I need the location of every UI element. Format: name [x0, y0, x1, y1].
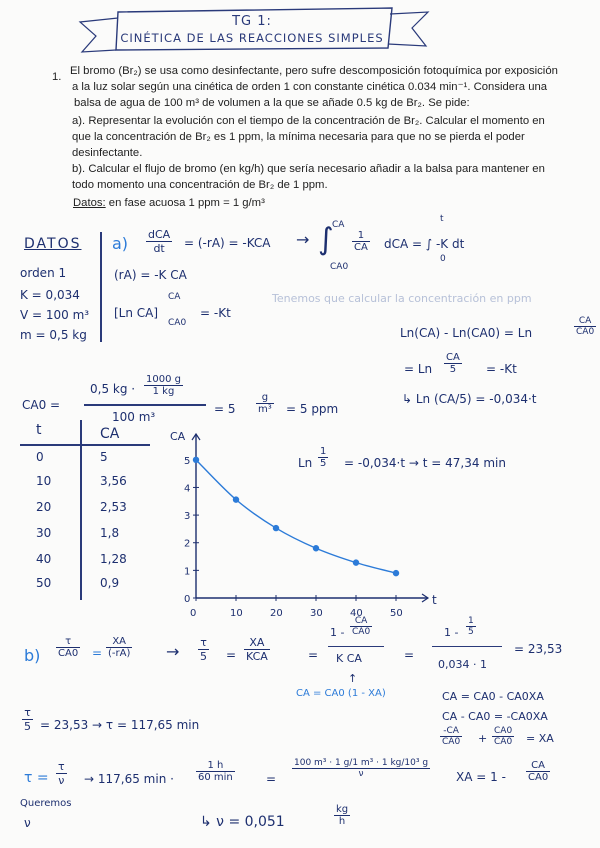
table-cell-t: 10 [36, 474, 52, 488]
eq3-fraction-bar [328, 646, 384, 647]
eq4-inner-den: 5 [468, 627, 474, 637]
int-frac-num: 1 [352, 230, 370, 242]
table-cell-ca: 0,9 [100, 576, 120, 590]
int-t-upper: t [440, 214, 444, 224]
ln-diff-den: CA0 [576, 327, 595, 337]
problem-line: b). Calcular el flujo de bromo (en kg/h) que sería necesario añadir a la balsa para mantener en [72, 163, 545, 175]
ca-conversion: CA = CA0 (1 - XA) [296, 688, 386, 699]
eq3-den: K CA [336, 652, 362, 665]
ca0-den: 100 m³ [112, 410, 156, 424]
flow-text: → 117,65 min · [84, 772, 174, 786]
eq4-num-pre: 1 - [444, 626, 459, 639]
flow-fraction [56, 760, 67, 787]
xa-den: CA0 [528, 772, 549, 783]
datos-label: Datos: [73, 197, 106, 209]
flow-big-den: ν [358, 769, 364, 779]
xa-num: CA [526, 760, 550, 772]
problem-number: 1. [52, 71, 62, 83]
eq2-right-fraction [244, 636, 270, 663]
solve-num: 1 [320, 446, 327, 457]
problem-line: que la concentración de Br₂ es 1 ppm, la mínima necesaria para que no se pierda el poder [72, 131, 525, 143]
ca0-unit-den: m³ [258, 404, 272, 415]
nu-note: ν [24, 816, 31, 830]
result-unit-fraction [334, 804, 350, 827]
xa-pre: XA = 1 - [456, 770, 506, 784]
y-tick-label: 2 [184, 538, 191, 550]
ca0-ppm: = 5 ppm [286, 402, 339, 416]
ca0-conv-den: 1 kg [152, 386, 175, 397]
int-frac-den: CA [354, 242, 368, 253]
rate-num: dCA [148, 228, 171, 241]
data-point [233, 496, 239, 502]
y-axis-label: CA [170, 430, 186, 443]
rate-eq: (rA) = -K CA [114, 268, 187, 282]
series-line [196, 460, 396, 573]
x-tick-label: 30 [310, 608, 323, 619]
table-cell-t: 40 [36, 552, 52, 566]
datos-item: K = 0,034 [20, 288, 80, 302]
y-tick-label: 4 [184, 483, 191, 495]
eq2-left-fraction [198, 636, 209, 663]
data-point [273, 525, 279, 531]
solve-rhs: = -0,034·t → t = 47,34 min [344, 456, 506, 470]
solve-fraction [318, 446, 328, 469]
table-header-ca: CA [100, 426, 120, 442]
eq1-den: CA0 [58, 648, 79, 659]
eq1-num: τ [56, 636, 80, 648]
y-tick-label: 3 [184, 511, 191, 523]
data-point [353, 559, 359, 565]
flow-eq: = [266, 772, 277, 786]
rate-rhs: = (-rA) = -KCA [184, 236, 271, 250]
xa-fraction [526, 760, 550, 783]
ca0-conv-num: 1000 g [146, 374, 181, 385]
int-t-lower: 0 [440, 254, 446, 264]
x-tick-label: 40 [350, 608, 363, 619]
conv-line-2: CA - CA0 = -CA0XA [442, 710, 548, 723]
x-tick-label: 10 [230, 608, 243, 619]
x-tick-label: 20 [270, 608, 283, 619]
eq2-eq-sign: = [226, 648, 237, 662]
eq1-left-fraction [56, 636, 80, 659]
eq3-inner-num: CA [350, 616, 372, 627]
ln-rhs: = -Kt [200, 306, 231, 320]
y-tick-label: 5 [184, 455, 191, 467]
up-arrow-icon: ↑ [348, 672, 358, 685]
y-tick-label: 1 [184, 566, 191, 578]
rate-den: dt [153, 242, 165, 255]
ln-diff: Ln(CA) - Ln(CA0) = Ln [400, 326, 533, 340]
problem-line: a). Representar la evolución con el tiempo de la concentración de Br₂. Calcular el momento en [72, 115, 545, 127]
conv3-b-den: CA0 [494, 737, 513, 747]
result-den: h [338, 816, 346, 827]
solve-den: 5 [320, 458, 327, 469]
problem-line: a la luz solar según una cinética de orden 1 con constante cinética 0.034 min⁻¹. Considera una [72, 81, 548, 93]
flow-h-num: 1 h [196, 760, 235, 772]
flow-big-fraction [292, 758, 430, 779]
tau-line: = 23,53 → τ = 117,65 min [40, 718, 200, 732]
flow-h-fraction [196, 760, 235, 783]
data-point [193, 457, 199, 463]
flow-big-num: 100 m³ · 1 g/1 m³ · 1 kg/10³ g [294, 758, 429, 768]
flow-den: ν [58, 774, 65, 787]
conv3-b-fraction [492, 726, 514, 747]
eq3-inner-fraction [350, 616, 372, 637]
result-num: kg [336, 804, 349, 815]
plus-sign: + [478, 732, 488, 745]
table-cell-ca: 1,8 [100, 526, 120, 540]
ln-ratio-rhs: = -Kt [486, 362, 517, 376]
arrow-icon: → [296, 230, 310, 249]
tau-num: τ [22, 706, 33, 720]
eq3-num-pre: 1 - [330, 626, 345, 639]
table-cell-t: 0 [36, 450, 44, 464]
int-lower: CA0 [330, 262, 349, 272]
problem-line: El bromo (Br₂) se usa como desinfectante, pero sufre descomposición fotoquímica por exposición [70, 65, 558, 77]
conv3-b-num: CA0 [494, 726, 513, 736]
ln-ratio-den: 5 [449, 364, 457, 375]
eq1-right-fraction [106, 636, 132, 659]
ca0-num-main: 0,5 kg · [90, 382, 136, 396]
x-tick-label: 0 [190, 608, 197, 619]
tau-den: 5 [24, 720, 31, 733]
table-cell-t: 30 [36, 526, 52, 540]
integral-rhs: dCA = ∫ -K dt [384, 237, 465, 251]
arrow-icon: → [166, 642, 180, 661]
flow-h-den: 60 min [198, 772, 233, 783]
table-cell-t: 50 [36, 576, 52, 590]
conv3-a-den: CA0 [442, 737, 461, 747]
datos-item: V = 100 m³ [20, 308, 90, 322]
conv3-a-fraction [440, 726, 462, 747]
solve-pre: Ln [298, 456, 313, 470]
eq2-rden: KCA [246, 650, 268, 663]
table-cell-ca: 2,53 [100, 500, 127, 514]
eq2-rnum: XA [244, 636, 270, 650]
tau-fraction [22, 706, 33, 733]
integral-sign-icon: ∫ [318, 222, 334, 257]
conv3-a-num: -CA [440, 726, 462, 737]
data-point [393, 570, 399, 576]
datos-item: orden 1 [20, 266, 67, 280]
ln-ratio-num: CA [446, 352, 460, 363]
problem-line: todo momento una concentración de Br₂ de 1 ppm. [72, 179, 328, 191]
faint-note: Tenemos que calcular la concentración en ppm [272, 292, 532, 305]
banner-title-line1: TG 1: [232, 14, 272, 29]
ca0-unit-num: g [256, 392, 274, 404]
ln-arrow: ↳ Ln (CA/5) = -0,034·t [402, 392, 537, 406]
table-cell-ca: 3,56 [100, 474, 127, 488]
tau-symbol: τ = [24, 770, 49, 786]
problem-line: desinfectante. [72, 147, 143, 159]
table-cell-ca: 1,28 [100, 552, 127, 566]
ln-diff-num: CA [574, 316, 596, 327]
ca0-label: CA0 = [22, 398, 61, 412]
ln-upper: CA [168, 292, 181, 302]
queremos-note: Queremos [20, 798, 72, 809]
table-header-t: t [36, 422, 42, 438]
datos-text: en fase acuosa 1 ppm = 1 g/m³ [105, 197, 265, 209]
eq4-fraction-bar-line [432, 646, 502, 647]
ln-lower: CA0 [168, 318, 187, 328]
eq4-inner-num: 1 [468, 616, 474, 626]
eq3-inner-den: CA0 [352, 627, 371, 637]
eq1-eq: = [92, 646, 103, 660]
table-cell-ca: 5 [100, 450, 108, 464]
eq4-den: 0,034 · 1 [438, 658, 487, 671]
x-tick-label: 50 [390, 608, 403, 619]
eq1-rnum: XA [106, 636, 132, 648]
datos-item: m = 0,5 kg [20, 328, 87, 342]
part-a-label: a) [112, 234, 129, 253]
int-upper: CA [332, 220, 345, 230]
eq3-eq-sign: = [308, 648, 319, 662]
eq1-rden: (-rA) [108, 648, 131, 659]
eq2-den: 5 [200, 650, 207, 663]
data-point [313, 545, 319, 551]
ln-bracket: [Ln CA] [114, 306, 159, 320]
datos-title: DATOS [24, 236, 82, 252]
eq4-inner-fraction [466, 616, 476, 637]
x-axis-label: t [432, 593, 437, 607]
banner-title-line2: CINÉTICA DE LAS REACCIONES SIMPLES [120, 31, 384, 45]
conv3-rhs: = XA [526, 732, 554, 745]
flow-num: τ [58, 760, 65, 773]
table-cell-t: 20 [36, 500, 52, 514]
y-tick-label: 0 [184, 594, 191, 605]
eq4-rhs: = 23,53 [514, 642, 563, 656]
part-b-label: b) [24, 646, 41, 665]
problem-line: balsa de agua de 100 m³ de volumen a la que se añade 0.5 kg de Br₂. Se pide: [74, 97, 470, 109]
eq4-eq-sign: = [404, 648, 415, 662]
result-pre: ↳ ν = 0,051 [200, 814, 285, 830]
ca0-result: = 5 [214, 402, 236, 416]
ln-ratio-pre: = Ln [404, 362, 433, 376]
conv-line-1: CA = CA0 - CA0XA [442, 690, 544, 703]
eq2-num: τ [198, 636, 209, 650]
